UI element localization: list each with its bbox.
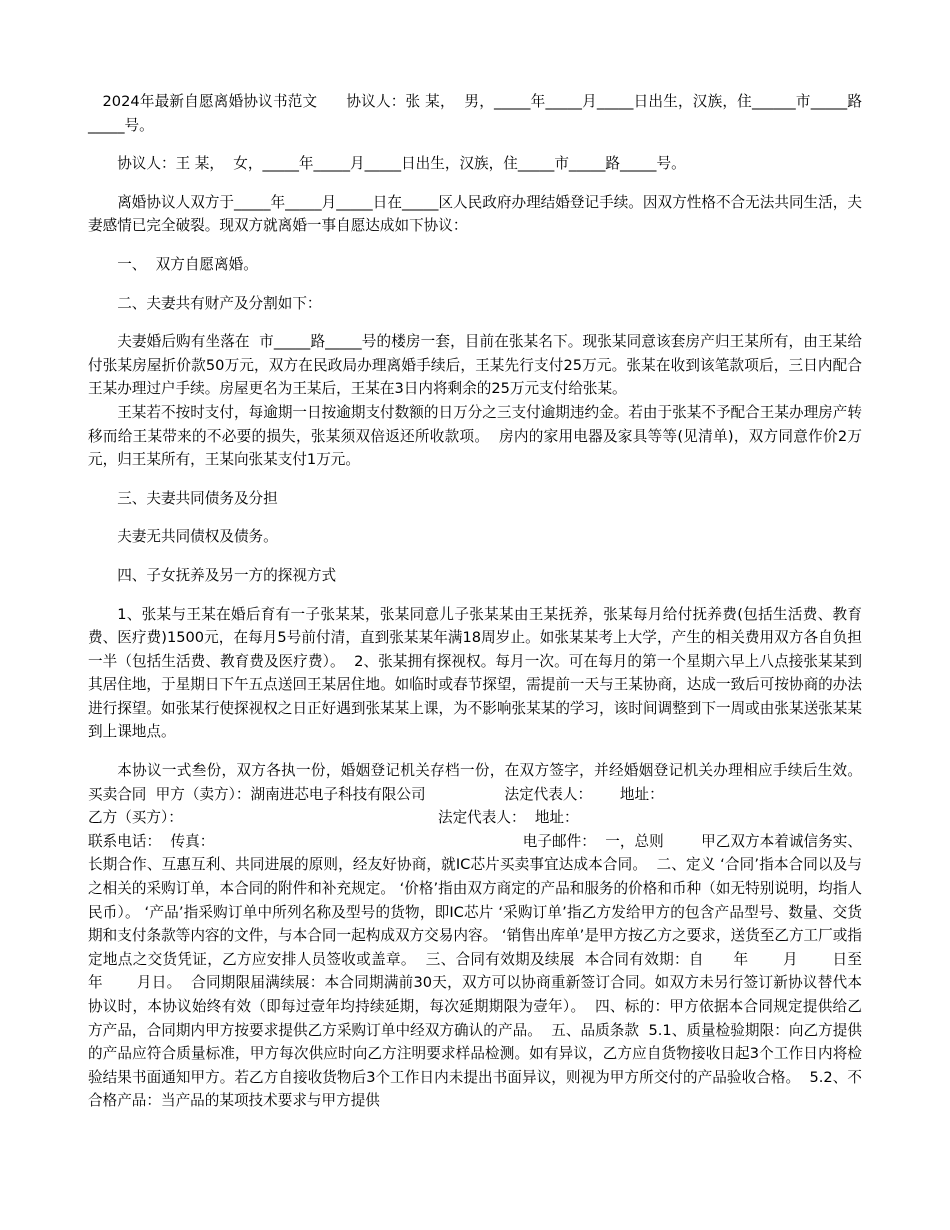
paragraph-gap: [88, 744, 862, 759]
property-paragraph: 夫妻婚后购有坐落在 市_____路_____号的楼房一套，目前在张某名下。现张某同意该套房产归王某所有，由王某给付张某房屋折价款50万元，双方在民政局办理离婚手续后，王某先行支付25万元。张某在收到该笔款项后，三日内配合王某办理过户手续。房屋更名为王某后，王某在3日内将剩余的25万元支付给张某。: [88, 333, 862, 398]
debts-paragraph: 夫妻无共同债权及债务。: [117, 528, 278, 546]
contract-party-b-line: 乙方（买方）： 法定代表人： 地址：: [88, 809, 579, 827]
paragraph-gap: [88, 176, 862, 191]
party-wang-paragraph: 协议人：王 某， 女，_____年_____月_____日出生，汉族，住_____市_____路_____号。: [117, 155, 686, 173]
section-heading-children: 四、子女抚养及另一方的探视方式: [117, 566, 337, 584]
paragraph-gap: [88, 315, 862, 330]
intro-paragraph: 2024年最新自愿离婚协议书范文 协议人：张 某， 男，_____年_____月_____日出生，汉族，住______市_____路_____号。: [88, 93, 862, 134]
section-heading-divorce: 一、 双方自愿离婚。: [117, 255, 258, 273]
section-heading-property: 二、夫妻共有财产及分割如下：: [117, 294, 322, 312]
paragraph-gap: [88, 588, 862, 603]
paragraph-gap: [88, 510, 862, 525]
agreement-copies-paragraph: 本协议一式叁份，双方各执一份，婚姻登记机关存档一份，在双方签字，并经婚姻登记机关办理相应手续后生效。 买卖合同 甲方（卖方）：湖南进芯电子科技有限公司 法定代表人： 地址：: [88, 762, 872, 803]
paragraph-gap: [88, 549, 862, 564]
payment-terms-paragraph: 王某若不按时支付，每逾期一日按逾期支付数额的日万分之三支付逾期违约金。若由于张某不予配合王某办理房产转移而给王某带来的不必要的损失，张某须双倍返还所收款项。 房内的家用电器及家具等等(见清单)，双方同意作价2万元，归王某所有，王某向张某支付1万元。: [88, 403, 862, 469]
contract-body-paragraph: 联系电话： 传真： 电子邮件： 一，总则 甲乙双方本着诚信务实、长期合作、互惠互利、共同进展的原则，经友好协商，就IC芯片买卖事宜达成本合同。 二、定义 ‘合同’指本合同以及与之相关的采购订单，本合同的附件和补充规定。 ‘价格’指由双方商定的产品和服务的价格和币种（如无特别说明，均指人民币）。 ‘产品’指采购订单中所列名称及型号的货物，即IC芯片 ‘采购订单’指乙方发给甲方的包含产品型号、数量、交货期和支付条款等内容的文件，与本合同一起构成双方交易内容。 ‘销售出库单’是甲方按乙方之要求，送货至乙方工厂或指定地点之交货凭证，乙方应安排人员签收或盖章。 三、合同有效期及续展 本合同有效期：自 年 月 日至 年 月日。 合同期限届满续展：本合同期满前30天，双方可以协商重新签订合同。如双方未另行签订新协议替代本协议时，本协议始终有效（即每过壹年均持续延期，每次延期期限为壹年）。 四、标的：甲方依据本合同规定提供给乙方产品，合同期内甲方按要求提供乙方采购订单中经双方确认的产品。 五、品质条款 5.1、质量检验期限：向乙方提供的产品应符合质量标准，甲方每次供应时向乙方注明要求样品检测。如有异议，乙方应自货物接收日起3个工作日内将检验结果书面通知甲方。若乙方自接收货物后3个工作日内未提出书面异议，则视为甲方所交付的产品验收合格。 5.2、不合格产品：当产品的某项技术要求与甲方提供: [88, 832, 895, 1110]
paragraph-gap: [88, 277, 862, 292]
paragraph-gap: [88, 472, 862, 487]
section-heading-debts: 三、夫妻共同债务及分担: [117, 489, 278, 507]
children-paragraph: 1、张某与王某在婚后育有一子张某某，张某同意儿子张某某由王某抚养，张某每月给付抚养费(包括生活费、教育费、医疗费)1500元，在每月5号前付清，直到张某某年满18周岁止。如张某某考上大学，产生的相关费用双方各自负担一半（包括生活费、教育费及医疗费）。 2、张某拥有探视权。每月一次。可在每月的第一个星期六早上八点接张某某到其居住地，于星期日下午五点送回王某居住地。如临时或春节探望，需提前一天与王某协商，达成一致后可按协商的办法进行探望。如张某行使探视权之日正好遇到张某某上课，为不影响张某某的学习，该时间调整到下一周或由张某送张某某到上课地点。: [88, 605, 862, 741]
marriage-registration-paragraph: 离婚协议人双方于_____年_____月_____日在_____区人民政府办理结婚登记手续。因双方性格不合无法共同生活，夫妻感情已完全破裂。现双方就离婚一事自愿达成如下协议：: [88, 193, 862, 235]
paragraph-gap: [88, 238, 862, 253]
paragraph-gap: [88, 137, 862, 152]
